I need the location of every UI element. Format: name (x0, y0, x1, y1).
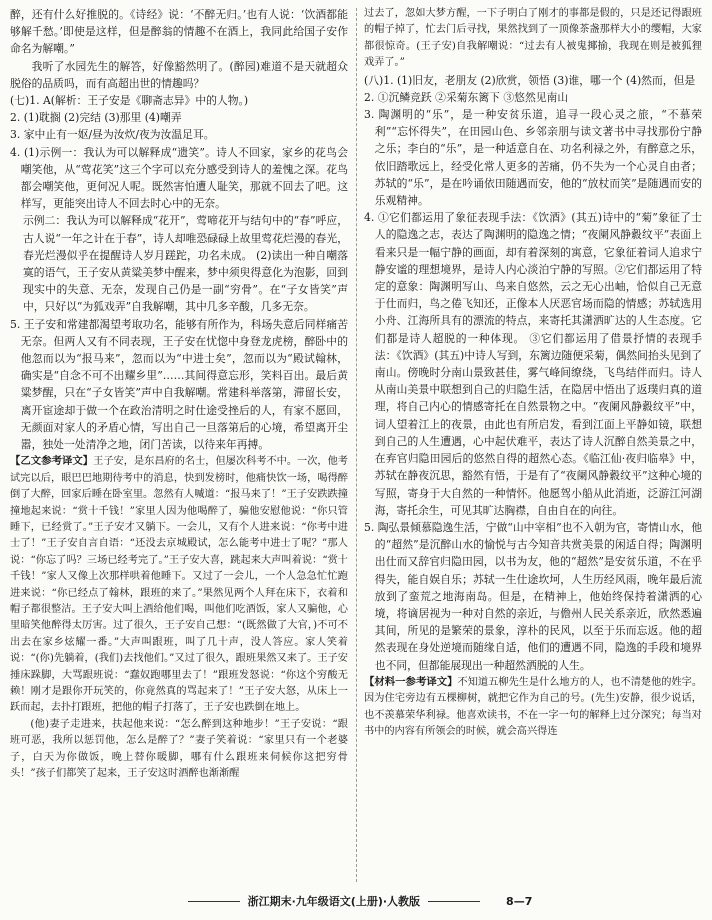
footer-title: 浙江期末·九年级语文(上册)·人教版 (247, 895, 421, 908)
right-paragraph (364, 89, 702, 106)
paragraph-text: 4. ①它们都运用了象征表现手法：《饮酒》(其五)诗中的“菊”象征了士人的隐逸之志，表达了陶渊明的隐逸之情；“夜阑风静縠纹平”表面上看来只是一幅宁静的画面，却有着深刻的寓意，它象征着词人追求宁静安谧的理想境界，是诗人内心淡泊宁静的写照。②它们都运用了特定的意象：陶渊明写山、鸟来自悠然，云之无心出岫，恰似自己无意于仕而归，鸟之倦飞知还，正像本人厌恶官场而隐的情感；苏轼选用小舟、江海所具有的漂流的特点，来寄托其潇洒旷达的人生态度。它们都是诗人超脱的一种体现。 ③它们都运用了借景抒情的表现手法：《饮酒》(其五)中诗人写到，东篱边随便采菊，偶然间抬头见到了南山。傍晚时分南山景致甚佳，雾气峰间缭绕，飞鸟结伴而归。诗人从南山美景中联想到自己的归隐生活，在隐居中悟出了返璞归真的道理，将自己内心的情感寄托在自然景物之中。“夜阑风静縠纹平”中，词人望着江上的夜景，由此也有所启发，看到江面上平静如镜，联想到自己的人生遭遇，心中起伏难平，表达了诗人沉醉自然美景之中，在弃官归隐田园后的悠然自得的超然心态。《临江仙·夜归临皋》中，苏轼在静夜沉思，豁然有悟，于是有了“夜阑风静縠纹平”这种心境的写照，寄身于大自然的一种情怀。他愿驾小船从此消逝，泛游江河湖海，寄托余生，可见其旷达胸襟，自由自在的向往。 (364, 211, 702, 517)
left-column (10, 6, 348, 884)
paragraph-text: 过去了，忽如大梦方醒，一下子明白了刚才的事都是假的，只是还记得跟班的帽子掉了，忙去门后寻找，果然找到了一顶像茶盏那样大小的缨帽，大家都很惊奇。(王子安)自我解嘲说：“过去有人被鬼揶揄，我现在则是被狐狸戏弄了。” (364, 8, 702, 69)
paragraph-text: 王子安，是东昌府的名士，但屡次科考不中。一次，他考试完以后，眼巴巴地期待考中的消息，快到发榜时，他痛快饮一场，喝得醉倒了大醉，回家后睡在卧室里。忽然有人喊道：“报马来了！”王子安跌跌撞撞地起来说：“赏十千钱！”家里人因为他喝醉了，骗他安慰他说：“你只管睡下，已经赏了。”王子安才又躺下。一会儿，又有个人进来说：“你考中进士了！”王子安自言自语：“还没去京城殿试，怎么能考中进士了呢？”那人说：“你忘了吗？三场已经考完了。”王子安大喜，跳起来大声叫着说：“赏十千钱！”家人又像上次那样哄着他睡下。又过了一会儿，一个人急急忙忙跑进来说：“你已经点了翰林，跟班的来了。”果然见两个人拜在床下，衣着和帽子都很整洁。王子安大叫上酒给他们喝，叫他们吃酒饭，家人又骗他，心里暗笑他醉得太厉害。过了很久，王子安自己想：“(既然做了大官，)不可不出去在家乡炫耀一番。”大声叫跟班，叫了几十声，没人答应。家人笑着说：“(你)先躺着，(我们)去找他们。”又过了很久，跟班果然又来了。王子安捶床跺脚，大骂跟班说：“蠢奴跑哪里去了！”跟班发怒说：“你这个穷酸无赖！刚才是跟你开玩笑的，你竟然真的骂起来了！”王子安大怒，从床上一跃而起，去扑打跟班，把他的帽子打落了，王子安也跌倒在地上。 (10, 456, 348, 714)
left-paragraph (10, 92, 348, 109)
paragraph-text: 我听了水园先生的解答，好像豁然明了。(醉园)难道不是天就超众脱俗的品质吗，而有高超出世的情趣吗？ (10, 59, 348, 90)
paragraph-text: 不知道五柳先生是什么地方的人，也不清楚他的姓字。因为住宅旁边有五棵柳树，就把它作为自己的号。(先生)安静，很少说话，也不羡慕荣华利禄。他喜欢读书，不在一字一句的解释上过分深究；每当对书中的内容有所领会的时候，就会高兴得连 (364, 676, 702, 737)
right-paragraph (364, 519, 702, 674)
left-paragraph (10, 6, 348, 58)
section-tag: 【乙文参考译文】 (10, 455, 94, 468)
section-tag: 【材料一参考译文】 (364, 675, 458, 688)
paragraph-text: 示例二：我认为可以解释成“花开”，莺啼花开与结句中的“春”呼应，古人说“一年之计在于春”，诗人却唯恐碌碌上故里莺花烂漫的春光，春光烂漫似乎在提醒诗人岁月蹉跎，功名未成。 (2)读出一种自嘲落寞的语气，王子安从黄粱美梦中醒来，梦中须臾得意化为泡影，回到现实中的失意、无奈，发现自己仍是一副“穷骨”。在“子女皆笑”声中，只好以“为狐戏弄”自我解嘲，其中几多辛酸，几多无奈。 (22, 214, 348, 314)
paragraph-text: 3. 陶渊明的“乐”，是一种安贫乐道，追寻一段心灵之旅，“不慕荣利”“忘怀得失”，在田园山色、乡邻亲朋与读文著书中寻找那份宁静之乐；李白的“乐”，是一种适意自在、功名利禄之外，有醉意之乐，依旧踏歌远上，经受化常人更多的苦痛，仍不失为一个心灵自由者；苏轼的“乐”，是在吟诵依田随遇而安，他的“放杖而笑”是随遇而安的乐观精神。 (364, 108, 702, 208)
right-paragraph (364, 674, 702, 741)
paragraph-text: 3. 家中止有一妪/昼为汝炊/夜为汝温足耳。 (10, 128, 215, 142)
right-column (364, 6, 702, 884)
paragraph-text: 4. (1)示例一：我认为可以解释成“遗笑”。诗人不回家，家乡的花鸟会嘲笑他，从“莺花笑”这三个字可以充分感受到诗人的羞愧之深。花鸟都会嘲笑他，更何况人呢。既然害怕遭人耻笑，那就不回去了吧。这样写，更能突出诗人不回去时心中的无奈。 (10, 145, 348, 211)
left-paragraph (10, 126, 348, 143)
page-number: 8—7 (506, 894, 533, 908)
left-paragraph (10, 212, 348, 315)
left-paragraph (10, 109, 348, 126)
column-divider (356, 8, 357, 882)
right-paragraph (364, 72, 702, 89)
right-paragraph (364, 6, 702, 72)
footer-rule-left (188, 901, 240, 902)
left-paragraph (10, 453, 348, 717)
paragraph-text: 2. (1)耽搁 (2)完结 (3)那里 (4)嘲弄 (10, 111, 182, 125)
paragraph-text: (八)1. (1)旧友，老朋友 (2)欣赏，领悟 (3)谁，哪一个 (4)然而，但是 (364, 73, 696, 87)
left-paragraph (10, 316, 348, 454)
paragraph-text: 醉，还有什么好推脱的。《诗经》说：‘不醉无归。’也有人说：‘饮酒都能够解千愁。’即使是这样，但是醉翁的情趣不在酒上，我同此给国子安作命名为解嘲。” (10, 8, 348, 56)
right-paragraph (364, 209, 702, 519)
paragraph-text: (他)妻子走进来，扶起他来说：“怎么醉到这种地步！”王子安说：“跟班可恶，我所以惩罚他，怎么是醉了？”妻子笑着说：“家里只有一个老婆子，白天为你做饭，晚上替你暖脚，哪有什么跟班来伺候你这把穷骨头！”孩子们都笑了起来，王子安这时酒醉也渐渐醒 (10, 718, 348, 779)
left-paragraph (10, 58, 348, 92)
paragraph-text: 5. 陶弘景倾慕隐逸生活，宁做“山中宰相”也不入朝为官，寄情山水，他的“超然”是沉醉山水的愉悦与古今知音共赏美景的闲适自得；陶渊明出仕而又辞官归隐田园，以书为友，他的“超然”是安贫乐道，不在乎得失，能自娱自乐；苏轼一生仕途坎坷，人生历经风雨，晚年最后流放到了蛮荒之地海南岛。但是，在精神上，他始终保持着潇洒的心境，将谪居视为一种对自然的亲近，与儋州人民关系亲近，欣然悉遍其间，所见的是繁荣的景象，淳朴的民风，以至于乐而忘返。他的超然表现在身处逆境而随缘自适，他们的遭遇不同，隐逸的手段和境界也不同，但都能展现出一种超然洒脱的人生。 (364, 520, 702, 672)
paragraph-text: 2. ①沉鳞竞跃 ②采菊东篱下 ③悠然见南山 (364, 90, 569, 104)
left-paragraph (10, 717, 348, 783)
left-paragraph (10, 144, 348, 213)
right-paragraph (364, 106, 702, 209)
paragraph-text: (七)1. A(解析：王子安是《聊斋志异》中的人物。) (10, 94, 249, 108)
page-footer (0, 890, 712, 912)
footer-rule-right (428, 901, 480, 902)
paragraph-text: 5. 王子安和常建都渴望考取功名，能够有所作为，科场失意后同样痛苦无奈。但两人又有不同表现，王子安在忧惚中身登龙虎榜，醉卧中的他忽而以为“报马来”，忽而以为“中进士矣”，忽而以为“殿试翰林，确实是“自念不可不出耀乡里”……其间得意忘形，笑料百出。最后黄粱梦醒，只在“子女皆笑”声中自我解嘲。常建科举落第，滞留长安，离开宦途却于做一个在政治清明之时仕途受挫后的人，有家不愿回，无颜面对家人的矛盾心情，写出自己一旦落第后的心境，希望离开尘嚣，独处一处清净之地，闭门苦读，以待来年再搏。 (10, 317, 348, 452)
